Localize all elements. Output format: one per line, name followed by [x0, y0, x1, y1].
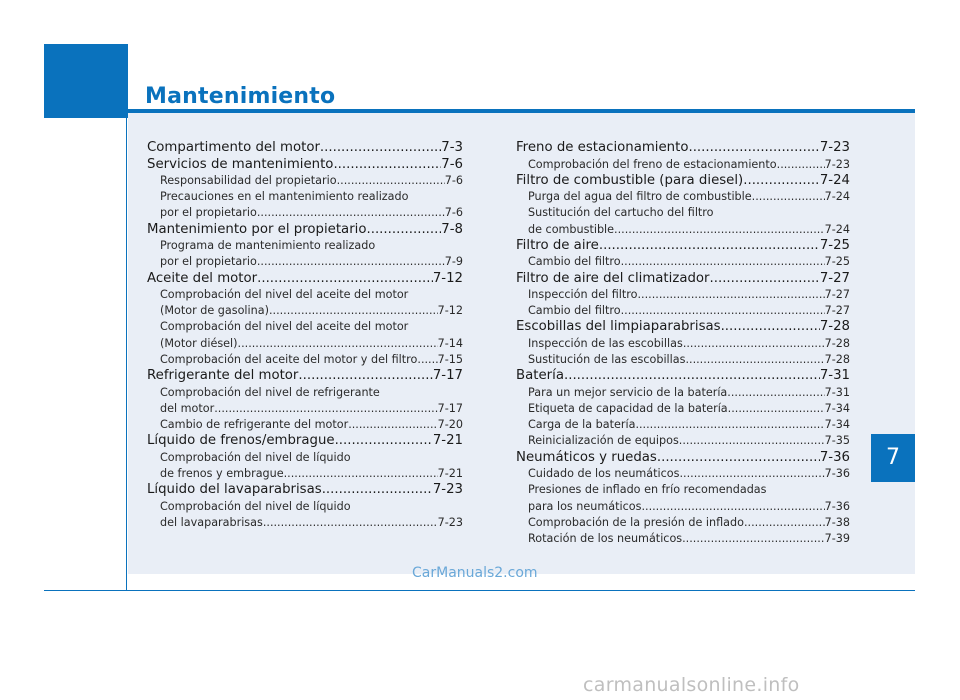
toc-entry-lead: Presiones de inflado en frío recomendadas [528, 483, 767, 497]
toc-entry-title: Reinicialización de equipos [528, 434, 679, 448]
toc-entry-lead: Programa de mantenimiento realizado [160, 239, 376, 253]
dot-leader [657, 450, 820, 467]
dot-leader [337, 173, 445, 189]
toc-section-entry[interactable] [516, 271, 850, 288]
toc-entry-row [160, 515, 463, 531]
dot-leader [638, 287, 825, 303]
toc-page-number: 7-36 [824, 499, 850, 513]
toc-entry-row [160, 303, 463, 319]
toc-entry-title: Filtro de aire [516, 237, 599, 253]
toc-subentry[interactable] [516, 515, 850, 531]
toc-entry-row [528, 287, 850, 303]
toc-entry-title: Inspección de las escobillas [528, 336, 683, 350]
toc-subentry[interactable] [516, 254, 850, 270]
dot-leader [322, 482, 433, 499]
dot-leader [284, 466, 438, 482]
toc-page-number: 7-28 [819, 319, 850, 335]
toc-section-entry[interactable] [147, 222, 463, 239]
toc-subentry[interactable] [516, 157, 850, 173]
toc-section-entry[interactable] [147, 157, 463, 174]
toc-page-number: 7-24 [824, 190, 850, 204]
toc-entry-row [528, 466, 850, 482]
toc-page-number: 7-38 [824, 515, 850, 529]
toc-entry-title: Compartimento del motor [147, 140, 320, 155]
toc-entry-title: Comprobación del freno de estacionamiento [528, 157, 777, 171]
dot-leader [298, 368, 432, 385]
toc-page-number: 7-28 [824, 353, 850, 367]
toc-section-entry[interactable] [147, 368, 463, 385]
toc-entry-title: Batería [516, 368, 564, 384]
dot-leader [599, 238, 820, 255]
toc-subentry[interactable] [147, 385, 463, 417]
toc-entry-row [160, 205, 463, 221]
dot-leader [641, 499, 824, 515]
toc-entry-title: del lavaparabrisas [160, 515, 263, 529]
toc-section-entry[interactable] [516, 319, 850, 336]
dot-leader [721, 319, 820, 336]
toc-subentry[interactable] [147, 352, 463, 368]
toc-entry-lead: Comprobación del nivel de refrigerante [160, 385, 380, 399]
toc-section-entry[interactable] [516, 368, 850, 385]
toc-entry-row [147, 157, 463, 174]
dot-leader [621, 254, 825, 270]
header-color-block [44, 44, 128, 118]
toc-page-number: 7-28 [824, 336, 850, 350]
toc-entry-row [528, 303, 850, 319]
toc-entry-title: Mantenimiento por el propietario [147, 221, 367, 237]
toc-page-number: 7-27 [824, 288, 850, 302]
toc-entry-title: Cambio de refrigerante del motor [160, 417, 349, 431]
toc-subentry[interactable] [147, 417, 463, 433]
dot-leader [214, 401, 437, 417]
dot-leader [679, 433, 825, 449]
dot-leader [257, 254, 445, 270]
toc-entry-title: Sustitución de las escobillas [528, 353, 686, 367]
dot-leader [367, 222, 442, 239]
toc-entry-row [147, 482, 463, 499]
toc-subentry[interactable] [147, 319, 463, 351]
toc-page-number: 7-24 [824, 222, 850, 236]
toc-entry-title: Filtro de combustible (para diesel) [516, 172, 744, 188]
toc-page-number: 7-27 [819, 270, 850, 286]
toc-page-number: 7-21 [432, 433, 463, 449]
dot-leader [744, 515, 825, 531]
dot-leader [728, 401, 825, 417]
toc-entry-row [528, 222, 850, 238]
toc-entry-title: para los neumáticos [528, 499, 642, 513]
toc-entry-title: por el propietario [160, 206, 257, 220]
toc-column-left [147, 140, 463, 531]
toc-entry-title: Freno de estacionamiento [516, 140, 689, 155]
dot-leader [348, 417, 437, 433]
toc-entry-row [528, 157, 850, 173]
toc-page-number: 7-23 [824, 157, 850, 171]
toc-subentry[interactable] [516, 433, 850, 449]
toc-subentry[interactable] [147, 450, 463, 482]
toc-entry-title: Para un mejor servicio de la batería [528, 385, 728, 399]
toc-page-number: 7-12 [432, 270, 463, 286]
dot-leader [564, 368, 820, 385]
toc-entry-row [147, 368, 463, 385]
toc-entry-title: Líquido del lavaparabrisas [147, 482, 322, 498]
toc-page-number: 7-24 [819, 172, 850, 188]
toc-section-entry[interactable] [147, 433, 463, 450]
toc-section-entry[interactable] [147, 482, 463, 499]
toc-page-number: 7-14 [437, 336, 463, 350]
toc-entry-title: Refrigerante del motor [147, 368, 299, 384]
toc-subentry[interactable] [516, 205, 850, 237]
dot-leader [614, 222, 825, 238]
dot-leader [335, 433, 433, 450]
toc-entry-row [147, 140, 463, 157]
toc-subentry[interactable] [516, 352, 850, 368]
toc-entry-title: Cambio del filtro [528, 255, 621, 269]
toc-page-number: 7-20 [437, 417, 463, 431]
toc-page-number: 7-6 [441, 156, 463, 172]
toc-page-number: 7-21 [437, 466, 463, 480]
toc-page-number: 7-17 [432, 368, 463, 384]
dot-leader [238, 336, 438, 352]
page-title: Mantenimiento [145, 84, 336, 109]
toc-entry-row [160, 254, 463, 270]
toc-section-entry[interactable] [147, 271, 463, 288]
toc-page-number: 7-8 [441, 221, 463, 237]
toc-page-number: 7-15 [437, 352, 463, 366]
dot-leader [333, 157, 441, 174]
toc-entry-title: Rotación de los neumáticos [528, 531, 683, 545]
toc-section-entry[interactable] [516, 140, 850, 157]
toc-column-right [516, 140, 850, 547]
dot-leader [688, 140, 819, 157]
toc-entry-title: Cambio del filtro [528, 304, 621, 318]
toc-entry-lead: Comprobación del nivel de líquido [160, 450, 351, 464]
toc-entry-title: Neumáticos y ruedas [516, 449, 657, 465]
toc-subentry[interactable] [147, 499, 463, 531]
toc-subentry[interactable] [516, 336, 850, 352]
dot-leader [621, 303, 825, 319]
dot-leader [752, 189, 825, 205]
watermark-link[interactable]: CarManuals2.com [412, 565, 538, 581]
toc-subentry[interactable] [516, 531, 850, 547]
toc-entry-title: por el propietario [160, 255, 257, 269]
toc-entry-row [528, 401, 850, 417]
toc-entry-title: Aceite del motor [147, 270, 258, 286]
toc-entry-title: Comprobación de la presión de inflado [528, 515, 744, 529]
toc-page-number: 7-3 [441, 140, 463, 155]
toc-entry-row [160, 417, 463, 433]
toc-subentry[interactable] [147, 173, 463, 189]
toc-subentry[interactable] [147, 189, 463, 221]
toc-page-number: 7-23 [437, 515, 463, 529]
toc-page-number: 7-17 [437, 401, 463, 415]
toc-entry-title: Comprobación del aceite del motor y del filtro [160, 352, 418, 366]
toc-entry-title: Purga del agua del filtro de combustible [528, 190, 752, 204]
toc-entry-row [147, 222, 463, 239]
toc-entry-title: de combustible [528, 222, 615, 236]
toc-section-entry[interactable] [147, 140, 463, 157]
toc-entry-row [516, 319, 850, 336]
toc-entry-row [528, 531, 850, 547]
toc-entry-row [516, 238, 850, 255]
toc-entry-title: Carga de la batería [528, 418, 636, 432]
toc-subentry[interactable] [516, 482, 850, 514]
toc-entry-row [516, 271, 850, 288]
toc-page-number: 7-34 [824, 402, 850, 416]
toc-subentry[interactable] [516, 303, 850, 319]
toc-entry-lead: Precauciones en el mantenimiento realizado [160, 190, 409, 204]
toc-entry-row [516, 173, 850, 190]
toc-entry-title: de frenos y embrague [160, 466, 284, 480]
toc-entry-row [528, 515, 850, 531]
toc-entry-lead: Comprobación del nivel del aceite del motor [160, 320, 409, 334]
toc-entry-row [528, 385, 850, 401]
toc-subentry[interactable] [516, 189, 850, 205]
toc-page-number: 7-31 [824, 385, 850, 399]
footer-watermark: carmanualsonline.info [583, 674, 800, 696]
dot-leader [743, 173, 820, 190]
toc-entry-title: Filtro de aire del climatizador [516, 270, 710, 286]
toc-page-number: 7-23 [819, 140, 850, 155]
toc-section-entry[interactable] [516, 238, 850, 255]
toc-entry-title: Escobillas del limpiaparabrisas [516, 319, 721, 335]
toc-page-number: 7-36 [819, 449, 850, 465]
toc-page-number: 7-35 [824, 434, 850, 448]
toc-page-number: 7-6 [444, 206, 463, 220]
dot-leader [635, 417, 824, 433]
dot-leader [682, 531, 824, 547]
toc-page-number: 7-31 [819, 368, 850, 384]
toc-subentry[interactable] [516, 417, 850, 433]
toc-page-number: 7-39 [824, 531, 850, 545]
toc-entry-lead: Sustitución del cartucho del filtro [528, 206, 714, 220]
toc-entry-title: del motor [160, 401, 215, 415]
toc-entry-title: Cuidado de los neumáticos [528, 467, 680, 481]
toc-section-entry[interactable] [516, 173, 850, 190]
toc-entry-title: (Motor diésel) [160, 336, 238, 350]
toc-entry-lead: Comprobación del nivel del aceite del motor [160, 288, 409, 302]
toc-page-number: 7-9 [444, 255, 463, 269]
toc-subentry[interactable] [147, 287, 463, 319]
toc-entry-row [160, 401, 463, 417]
toc-subentry[interactable] [147, 238, 463, 270]
toc-page-number: 7-23 [432, 482, 463, 498]
toc-page-number: 7-25 [819, 237, 850, 253]
toc-entry-row [528, 417, 850, 433]
toc-entry-row [516, 450, 850, 467]
dot-leader [685, 352, 824, 368]
dot-leader [269, 303, 438, 319]
toc-entry-row [147, 271, 463, 288]
dot-leader [257, 205, 445, 221]
toc-entry-lead: Comprobación del nivel de líquido [160, 499, 351, 513]
toc-entry-title: Líquido de frenos/embrague [147, 433, 335, 449]
toc-entry-title: Inspección del filtro [528, 288, 638, 302]
chapter-tab[interactable]: 7 [871, 434, 915, 482]
dot-leader [727, 385, 824, 401]
dot-leader [683, 336, 825, 352]
toc-subentry[interactable] [516, 385, 850, 401]
toc-subentry[interactable] [516, 401, 850, 417]
toc-entry-title: Servicios de mantenimiento [147, 156, 334, 172]
toc-page-number: 7-27 [824, 304, 850, 318]
toc-page-number: 7-25 [824, 255, 850, 269]
dot-leader [320, 140, 441, 157]
dot-leader [680, 466, 825, 482]
dot-leader [710, 271, 820, 288]
toc-entry-title: Responsabilidad del propietario [160, 174, 337, 187]
toc-entry-title: Etiqueta de capacidad de la batería [528, 402, 728, 416]
toc-section-entry[interactable] [516, 450, 850, 467]
margin-rule [126, 44, 127, 591]
toc-entry-row [160, 466, 463, 482]
toc-subentry[interactable] [516, 287, 850, 303]
toc-entry-title: (Motor de gasolina) [160, 304, 269, 318]
toc-subentry[interactable] [516, 466, 850, 482]
toc-entry-row [160, 336, 463, 352]
toc-entry-row [160, 173, 463, 189]
footer-rule [44, 590, 915, 591]
dot-leader [777, 157, 825, 173]
toc-page-number: 7-12 [437, 304, 463, 318]
dot-leader [417, 352, 437, 368]
dot-leader [257, 271, 433, 288]
toc-entry-row [528, 352, 850, 368]
toc-entry-row [516, 368, 850, 385]
toc-entry-row [528, 433, 850, 449]
toc-page-number: 7-34 [824, 418, 850, 432]
toc-entry-row [528, 499, 850, 515]
toc-page-number: 7-6 [444, 174, 463, 187]
toc-entry-row [147, 433, 463, 450]
toc-page-number: 7-36 [824, 467, 850, 481]
toc-entry-row [528, 336, 850, 352]
toc-entry-row [160, 352, 463, 368]
toc-entry-row [528, 189, 850, 205]
dot-leader [263, 515, 438, 531]
toc-entry-row [516, 140, 850, 157]
toc-entry-row [528, 254, 850, 270]
